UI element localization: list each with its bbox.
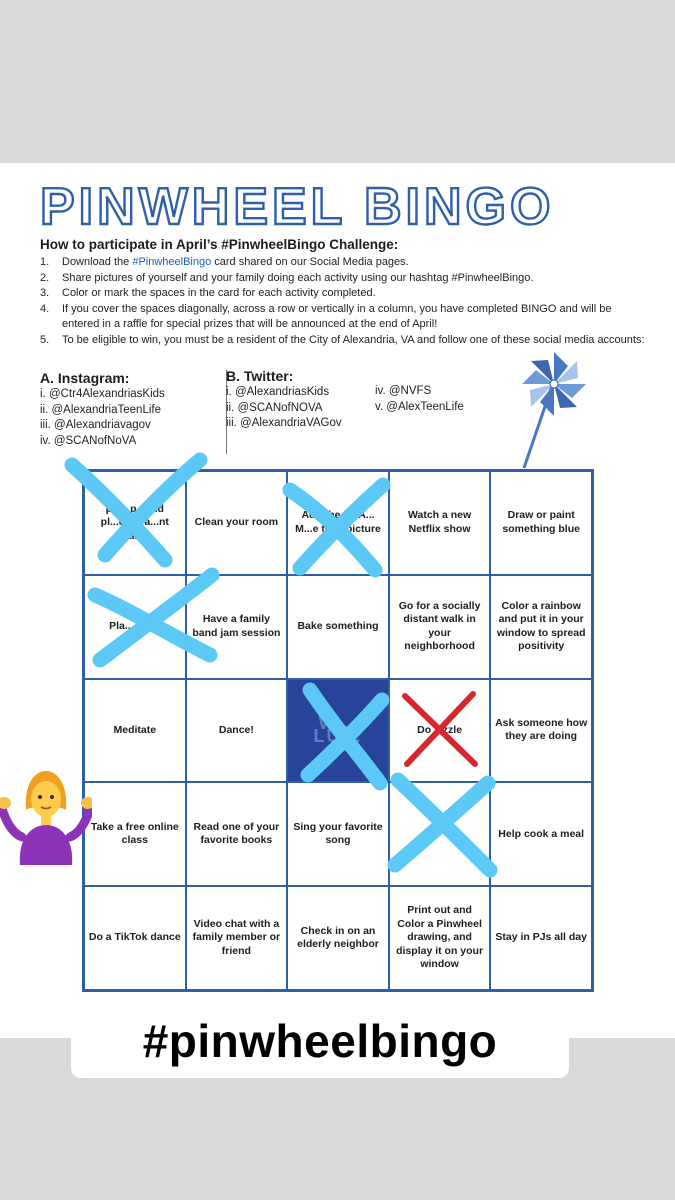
instagram-heading: A. Instagram: — [40, 370, 130, 386]
account-item: ii. @SCANofNOVA — [226, 401, 323, 414]
step-number: 2. — [40, 271, 50, 284]
bingo-square: Pla... ...g... — [84, 575, 186, 679]
step-text: Share pictures of yourself and your family doing each activity using our hashtag #PinwheelBingo. — [62, 271, 534, 284]
account-item: i. @AlexandriasKids — [226, 386, 330, 398]
page-title — [38, 176, 598, 236]
bingo-square — [389, 782, 491, 886]
bingo-square: Add the...d A... M...e to ... picture — [287, 471, 389, 575]
bingo-square: Bake something — [287, 575, 389, 679]
instagram-accounts — [40, 370, 240, 449]
bingo-square: Dance! — [186, 679, 288, 783]
step-2 — [40, 271, 650, 287]
step-text-pre: Download the — [62, 256, 133, 268]
step-text-post: card shared on our Social Media pages. — [211, 256, 409, 268]
shrug-emoji-icon — [0, 765, 92, 865]
step-number: 1. — [40, 256, 50, 268]
account-item: iii. @AlexandriaVAGov — [226, 417, 342, 429]
step-3 — [40, 286, 650, 302]
step-number: 4. — [40, 302, 50, 315]
howto-heading: How to participate in April’s #PinwheelBingo Challenge: — [40, 237, 399, 252]
step-1 — [40, 255, 650, 271]
step-number: 3. — [40, 287, 50, 299]
hashtag-caption — [71, 1004, 569, 1078]
account-item: iii. @Alexandriavagov — [40, 419, 151, 431]
step-4 — [40, 302, 650, 333]
hashtag-link: #PinwheelBingo — [132, 256, 212, 268]
bingo-square: Read one of your favorite books — [186, 782, 288, 886]
step-text: Color or mark the spaces in the card for each activity completed. — [62, 287, 376, 299]
bingo-square: Draw or paint something blue — [490, 471, 592, 575]
bingo-grid — [82, 469, 594, 992]
step-number: 5. — [40, 333, 50, 346]
account-item: i. @Ctr4AlexandriasKids — [40, 388, 165, 400]
free-square-label: W... LU... — [313, 712, 363, 747]
bingo-square: Meditate — [84, 679, 186, 783]
step-text: To be eligible to win, you must be a resident of the City of Alexandria, VA and follow one of these social media accounts: — [62, 333, 645, 346]
bingo-square: Check in on an elderly neighbor — [287, 886, 389, 990]
bingo-square: Have a family band jam session — [186, 575, 288, 679]
free-square — [287, 679, 389, 783]
bingo-square: p...n p...and pl...our ya...nt yar... — [84, 471, 186, 575]
bingo-square: Video chat with a family member or friend — [186, 886, 288, 990]
bingo-square: Clean your room — [186, 471, 288, 575]
bingo-square: Take a free online class — [84, 782, 186, 886]
twitter-accounts — [226, 368, 386, 432]
bingo-square: Help cook a meal — [490, 782, 592, 886]
bingo-square: Print out and Color a Pinwheel drawing, and display it on your window — [389, 886, 491, 990]
hashtag-text: #pinwheelbingo — [142, 1015, 498, 1067]
account-item: iv. @NVFS — [375, 385, 432, 397]
account-item: ii. @AlexandriaTeenLife — [40, 403, 161, 416]
bingo-square: Ask someone how they are doing — [490, 679, 592, 783]
twitter-accounts-col2 — [375, 384, 495, 415]
bingo-square: Go for a socially distant walk in your neighborhood — [389, 575, 491, 679]
bingo-square: Do a TikTok dance — [84, 886, 186, 990]
bingo-square: Color a rainbow and put it in your window to spread positivity — [490, 575, 592, 679]
account-item: iv. @SCANofNoVA — [40, 434, 137, 447]
step-text — [62, 255, 650, 271]
title-text: PINWHEEL BINGO — [40, 178, 555, 236]
bingo-square: Watch a new Netflix show — [389, 471, 491, 575]
steps-list — [40, 255, 650, 348]
bingo-square: Do ...zzle — [389, 679, 491, 783]
bingo-square: Sing your favorite song — [287, 782, 389, 886]
bingo-square: Stay in PJs all day — [490, 886, 592, 990]
pinwheel-icon — [510, 346, 600, 470]
twitter-heading: B. Twitter: — [226, 368, 294, 384]
account-item: v. @AlexTeenLife — [375, 400, 464, 413]
step-text: If you cover the spaces diagonally, across a row or vertically in a column, you have completed BINGO and will be entered in a raffle for special prizes that will be announced at the end of April! — [62, 302, 612, 330]
